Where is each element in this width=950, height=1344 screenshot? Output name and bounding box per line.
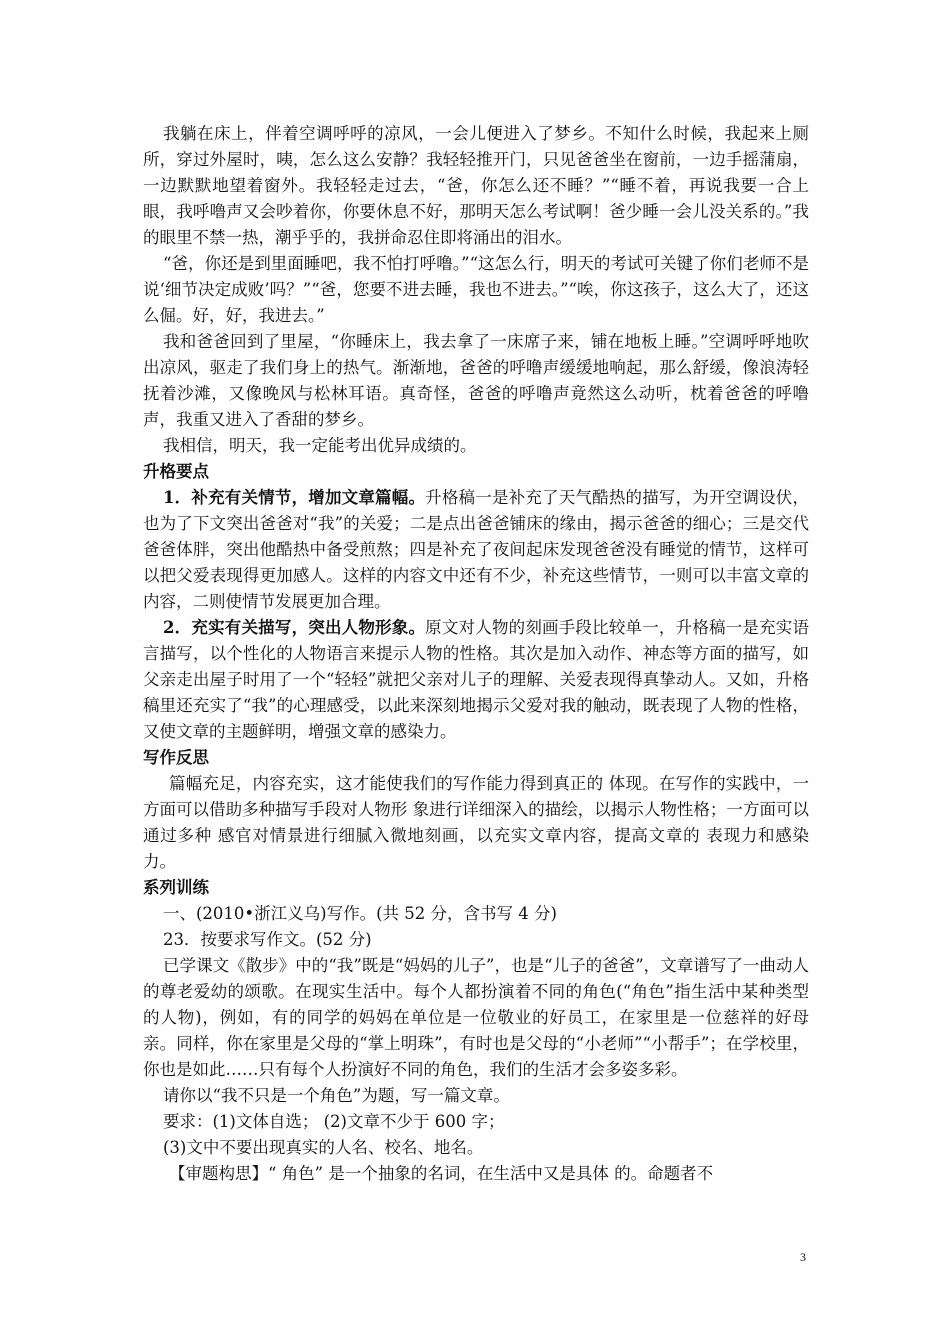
training-analysis: 【审题构思】“ 角色” 是一个抽象的名词，在生活中又是具体 的。命题者不	[169, 1164, 714, 1183]
upgrade-point-1-title: 1．补充有关情节，增加文章篇幅。	[163, 488, 426, 507]
training-requirement-3: (3)文中不要出现真实的人名、校名、地名。	[163, 1138, 484, 1157]
training-prompt: 已学课文《散步》中的“我”既是“妈妈的儿子”，也是“儿子的爸爸”，文章谱写了一曲动人的尊老爱幼的颂歌。在现实生活中。每个人都扮演着不同的角色(“角色”指生活中某种类型的人物)，例如，有的同学的妈妈在单位是一位敬业的好员工，在家里是一位慈祥的好母亲。同样，你在家里是父母的“掌上明珠”，有时也是父母的“小老师”“小帮手”；在学校里，你也是如此……只有每个人扮演好不同的角色，我们的生活才会多姿多彩。	[143, 956, 809, 1079]
story-paragraph-4: 我相信，明天，我一定能考出优异成绩的。	[163, 436, 477, 455]
upgrade-point-2-text: 原文对人物的刻画手段比较单一，升格稿一是充实语言描写，以个性化的人物语言来提示人物的性格。其次是加入动作、神态等方面的描写，如父亲走出屋子时用了一个“轻轻”就把父亲对儿子的理解、关爱表现得真挚动人。又如，升格稿里还充实了“我”的心理感受，以此来深刻地揭示父爱对我的触动，既表现了人物的性格，又使文章的主题鲜明，增强文章的感染力。	[143, 618, 810, 741]
upgrade-point-1-text: 升格稿一是补充了天气酷热的描写，为开空调设伏，也为了下文突出爸爸对“我”的关爱；二是点出爸爸铺床的缘由，揭示爸爸的细心；三是交代爸爸体胖，突出他酷热中备受煎熬；四是补充了夜间起床发现爸爸没有睡觉的情节，这样可以把父爱表现得更加感人。这样的内容文中还有不少，补充这些情节，一则可以丰富文章的内容，二则使情节发展更加合理。	[143, 488, 810, 611]
story-paragraph-2: “爸，你还是到里面睡吧，我不怕打呼噜。”“这怎么行，明天的考试可关键了你们老师不是说‘细节决定成败’吗？”“爸，您要不进去睡，我也不进去。”“唉，你这孩子，这么大了，还这么倔。好，好，我进去。”	[143, 254, 809, 325]
upgrade-point-2-title: 2．充实有关描写，突出人物形象。	[163, 618, 426, 637]
upgrade-point-2	[143, 615, 809, 745]
training-requirements: 要求：(1)文体自选； (2)文章不少于 600 字；	[163, 1112, 505, 1131]
section-heading-training: 系列训练	[143, 878, 209, 897]
section-heading-reflection: 写作反思	[143, 748, 209, 767]
reflection-paragraph: 篇幅充足，内容充实，这才能使我们的写作能力得到真正的 体现。在写作的实践中，一方面可以借助多种描写手段对人物形 象进行详细深入的描绘，以揭示人物性格；一方面可以通过多种 感官对情景进行细腻入微地刻画，以充实文章内容，提高文章的 表现力和感染力。	[143, 774, 809, 871]
document-body	[143, 121, 809, 1187]
story-paragraph-3: 我和爸爸回到了里屋，“你睡床上，我去拿了一床席子来，铺在地板上睡。”空调呼呼地吹出凉风，驱走了我们身上的热气。渐渐地，爸爸的呼噜声缓缓地响起，那么舒缓，像浪涛轻抚着沙滩，又像晚风与松林耳语。真奇怪，爸爸的呼噜声竟然这么动听，枕着爸爸的呼噜声，我重又进入了香甜的梦乡。	[143, 332, 809, 429]
page-number: 3	[800, 1250, 806, 1264]
training-line-1: 一、(2010•浙江义乌)写作。(共 52 分，含书写 4 分)	[163, 904, 557, 923]
section-heading-upgrade-points: 升格要点	[143, 462, 209, 481]
story-paragraph-1: 我躺在床上，伴着空调呼呼的凉风，一会儿便进入了梦乡。不知什么时候，我起来上厕所，穿过外屋时，咦，怎么这么安静？我轻轻推开门，只见爸爸坐在窗前，一边手摇蒲扇，一边默默地望着窗外。我轻轻走过去，“爸，你怎么还不睡？”“睡不着，再说我要一合上眼，我呼噜声又会吵着你，你要休息不好，那明天怎么考试啊！爸少睡一会儿没关系的。”我的眼里不禁一热，潮乎乎的，我拼命忍住即将涌出的泪水。	[143, 124, 809, 247]
training-task: 请你以“我不只是一个角色”为题，写一篇文章。	[163, 1086, 510, 1105]
training-line-2: 23．按要求写作文。(52 分)	[163, 930, 372, 949]
upgrade-point-1	[143, 485, 809, 615]
